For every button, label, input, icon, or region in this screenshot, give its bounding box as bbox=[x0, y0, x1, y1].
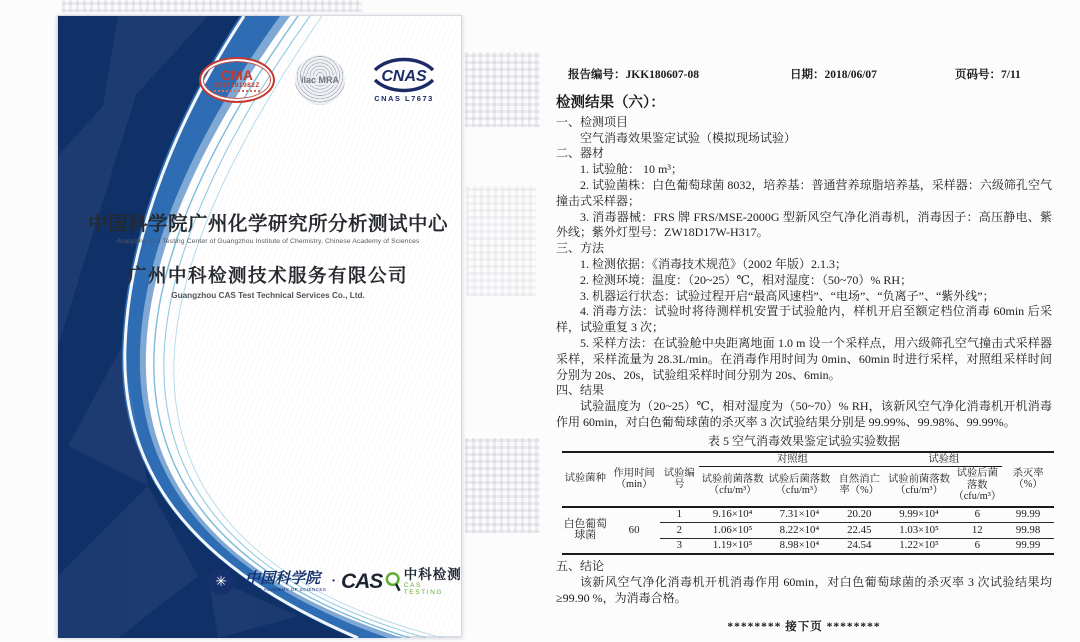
body-line: 2. 试验菌株：白色葡萄球菌 8032，培养基：普通营养琼脂培养基，采样器：六级筛孔空气撞击式采样器； bbox=[556, 177, 1052, 208]
cas-academy-name-en: CHINESE ACADEMY OF SCIENCES bbox=[239, 587, 327, 592]
cnas-registration-number: CNAS L7673 bbox=[374, 94, 434, 103]
table-row bbox=[562, 507, 1054, 523]
col-species-header: 试验菌种 bbox=[562, 452, 609, 507]
page-number-label: 页码号： bbox=[955, 69, 1001, 81]
report-number-value: JKK180607-08 bbox=[625, 69, 699, 81]
page-number-value: 7/11 bbox=[1001, 69, 1021, 81]
cover-subtitle-cn: 广州中科检测技术服务有限公司 bbox=[127, 265, 408, 286]
kill-rate-cell: 99.99 bbox=[1015, 539, 1041, 552]
body-line: 4. 消毒方法：试验时将待测样机安置于试验舱内，样机开启至额定档位消毒 60min 后采样，试验重复 3 次； bbox=[556, 304, 1052, 335]
cover-title-block bbox=[88, 208, 448, 300]
cover-title-en: Analyzing and Testing Center of Guangzhou Institute of Chemistry, Chinese Academy of Sciences bbox=[116, 238, 420, 245]
trial-number-cell: 1 bbox=[660, 507, 700, 523]
control-before-cell: 9.16×10⁴ bbox=[699, 507, 766, 523]
control-after-header: 试验后菌落数（cfu/m³） bbox=[766, 467, 833, 507]
control-group-header: 对照组 bbox=[699, 452, 885, 467]
bg-texture bbox=[466, 186, 536, 296]
test-before-cell: 1.22×10⁵ bbox=[899, 539, 939, 552]
col-kill-rate-header: 杀灭率（%） bbox=[1002, 452, 1054, 507]
body-line: 1. 检测依据：《消毒技术规范》（2002 年版）2.1.3； bbox=[580, 256, 848, 271]
test-before-cell: 9.99×10⁴ bbox=[886, 507, 953, 523]
control-after-cell: 7.31×10⁴ bbox=[766, 507, 833, 523]
page-number-field bbox=[955, 68, 1021, 84]
natural-decay-cell: 20.20 bbox=[833, 507, 886, 523]
cas-wordmark: CAS bbox=[340, 570, 383, 593]
col-time-header: 作用时间（min） bbox=[609, 452, 660, 507]
body-line: 一、检测项目 bbox=[556, 114, 629, 129]
separator-dot: · bbox=[331, 574, 336, 589]
kill-rate-cell: 99.98 bbox=[1002, 523, 1054, 539]
time-cell: 60 bbox=[628, 523, 640, 536]
ilac-mra-label: ilac MRA bbox=[300, 74, 339, 85]
report-number-label: 报告编号： bbox=[568, 69, 626, 81]
body-line: 二、器材 bbox=[556, 146, 605, 161]
body-line: 5. 采样方法：在试验舱中央距离地面 1.0 m 设一个采样点，用六级筛孔空气撞击式采样器采样，采样流量为 28.3L/min。在消毒作用时间为 0min、60min 时进行采样，对照组采样时间分别为 20s、20s，试验组采样时间分别为 20s、6min。 bbox=[556, 335, 1052, 382]
conclusion-title: 五、结论 bbox=[556, 559, 605, 574]
natural-decay-cell: 22.45 bbox=[833, 523, 886, 539]
cas-testing-name-block bbox=[404, 568, 463, 596]
cas-emblem-icon: ✳ bbox=[208, 569, 234, 595]
col-number-header: 试验编号 bbox=[660, 452, 700, 507]
cnas-logo bbox=[362, 57, 446, 103]
body-line: 3. 机器运行状态：试验过程开启“最高风速档”、“电场”、“负离子”、“紫外线”； bbox=[580, 288, 995, 303]
cas-academy-name: 中国科学院 bbox=[245, 571, 321, 587]
report-page bbox=[540, 0, 1080, 642]
cnas-text: CNAS bbox=[381, 68, 427, 85]
cas-testing-name-en: CAS TESTING bbox=[403, 582, 444, 596]
report-cover-page bbox=[57, 15, 462, 637]
test-before-header: 试验前菌落数（cfu/m³） bbox=[886, 467, 953, 507]
natural-decay-cell: 24.54 bbox=[847, 539, 872, 552]
test-before-cell: 1.03×10⁵ bbox=[886, 523, 953, 539]
test-after-cell: 12 bbox=[952, 523, 1002, 539]
page-header bbox=[556, 68, 1052, 84]
report-date-field bbox=[790, 68, 877, 84]
cover-footer-logos bbox=[208, 558, 462, 606]
result-section-title: 检测结果（六）： bbox=[556, 95, 665, 111]
cma-certification-logo bbox=[196, 57, 278, 103]
report-date-value: 2018/06/07 bbox=[824, 69, 877, 81]
results-table bbox=[562, 451, 1054, 556]
trial-number-cell: 2 bbox=[660, 523, 700, 539]
magnifier-icon bbox=[385, 571, 400, 593]
cnas-swoosh-mark bbox=[367, 57, 441, 93]
next-page-note: ******** 接下页 ******** bbox=[727, 621, 881, 634]
results-table-title: 表 5 空气消毒效果鉴定试验实验数据 bbox=[707, 433, 900, 448]
body-line: 空气消毒效果鉴定试验（模拟现场试验） bbox=[580, 130, 797, 145]
test-after-cell: 6 bbox=[952, 507, 1002, 523]
body-line: 四、结果 bbox=[556, 383, 605, 398]
cover-subtitle-en: Guangzhou CAS Test Technical Services Co., Ltd. bbox=[171, 291, 365, 300]
body-line: 3. 消毒器械：FRS 牌 FRS/MSE-2000G 型新风空气净化消毒机，消毒因子：高压静电、紫外线；紫外灯型号：ZW18D17W-H317。 bbox=[556, 209, 1052, 240]
cas-academy-name-block bbox=[239, 572, 326, 592]
control-before-cell: 1.19×10⁵ bbox=[712, 539, 753, 552]
cas-testing-logo bbox=[341, 568, 462, 596]
bg-texture bbox=[465, 52, 540, 127]
kill-rate-cell: 99.99 bbox=[1002, 507, 1054, 523]
body-line: 试验温度为（20~25）℃，相对湿度为（50~70）% RH，该新风空气净化消毒机开机消毒作用 60min，对白色葡萄球菌的杀灭率 3 次试验结果分别是 99.99%、99.98%、99.99%。 bbox=[556, 399, 1052, 429]
species-cell: 白色葡萄球菌 bbox=[563, 517, 607, 542]
report-date-label: 日期： bbox=[790, 69, 825, 81]
control-after-cell: 8.22×10⁴ bbox=[766, 523, 833, 539]
report-number-field bbox=[568, 68, 699, 84]
cma-certificate-number: 2015191982Z bbox=[214, 81, 260, 89]
test-after-cell: 6 bbox=[974, 539, 980, 552]
cover-title-cn: 中国科学院广州化学研究所分析测试中心 bbox=[88, 213, 449, 235]
ilac-mra-logo bbox=[295, 55, 345, 105]
control-before-header: 试验前菌落数（cfu/m³） bbox=[699, 467, 766, 507]
conclusion-text: 该新风空气净化消毒机开机消毒作用 60min，对白色葡萄球菌的杀灭率 3 次试验结果均≥99.90 %，为消毒合格。 bbox=[556, 574, 1052, 605]
table-group-header-row bbox=[562, 452, 1054, 467]
trial-number-cell: 3 bbox=[676, 539, 683, 552]
cas-testing-name: 中科检测 bbox=[403, 567, 462, 582]
cma-oval-mark bbox=[199, 57, 275, 103]
bg-texture bbox=[465, 438, 540, 533]
test-group-header: 试验组 bbox=[886, 452, 1003, 467]
body-line: 1. 试验舱： 10 m³； bbox=[580, 162, 683, 177]
bg-texture bbox=[62, 0, 362, 12]
control-before-cell: 1.06×10⁵ bbox=[699, 523, 766, 539]
control-after-cell: 8.98×10⁴ bbox=[779, 539, 820, 552]
cma-text: CMA bbox=[221, 66, 253, 83]
test-after-header: 试验后菌落数（cfu/m³） bbox=[952, 467, 1002, 507]
body-line: 2. 检测环境：温度：（20~25）℃，相对湿度：（50~70）% RH； bbox=[580, 272, 913, 287]
accreditation-logo-row bbox=[196, 44, 446, 116]
cma-subtext-line bbox=[214, 90, 260, 92]
body-line: 三、方法 bbox=[556, 241, 605, 256]
natural-decay-header: 自然消亡率（%） bbox=[833, 467, 886, 507]
